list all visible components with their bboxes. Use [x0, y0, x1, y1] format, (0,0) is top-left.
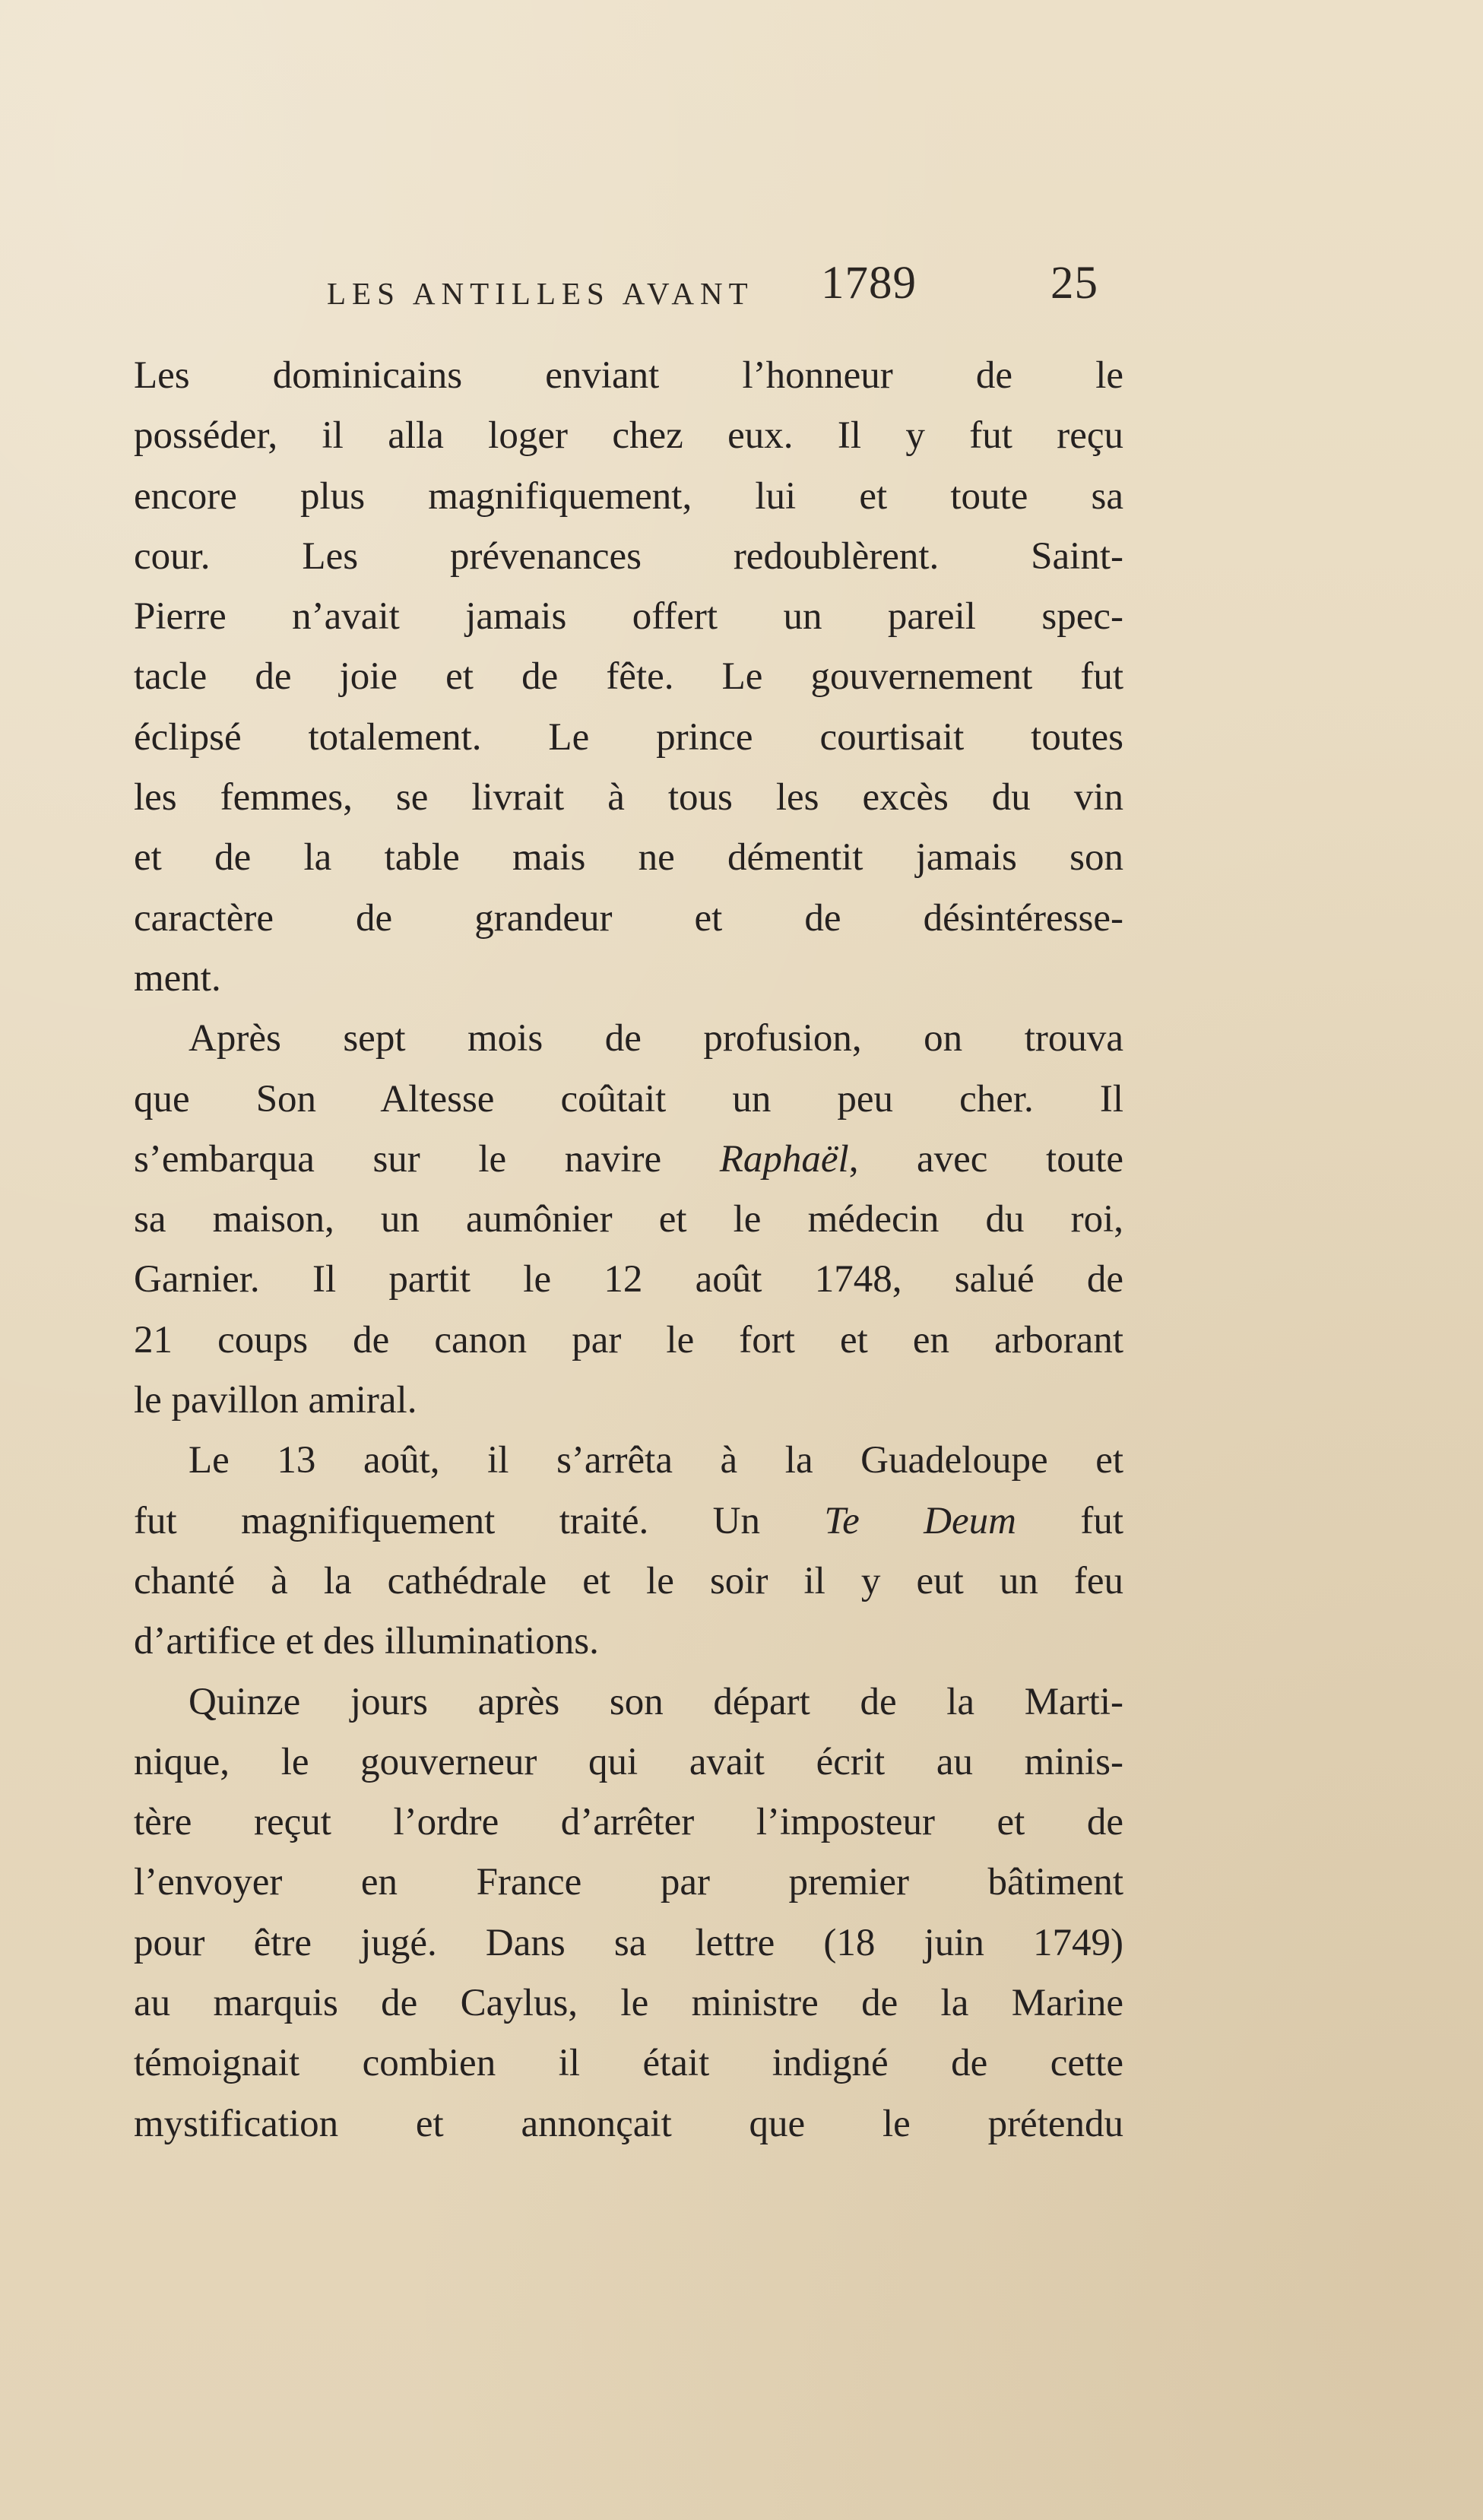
- text-line: [134, 889, 1123, 949]
- text-line: [134, 949, 1123, 1009]
- text-segment: ment.: [134, 956, 221, 1000]
- text-line: [134, 1913, 1123, 1973]
- text-segment: 21 coups de canon par le fort et en arborant: [134, 1318, 1123, 1361]
- text-line: [134, 1250, 1123, 1310]
- text-segment: Pierre n’avait jamais offert un pareil spec-: [134, 595, 1123, 639]
- text-line: [134, 647, 1123, 707]
- text-segment: nique, le gouverneur qui avait écrit au minis-: [134, 1740, 1123, 1783]
- text-segment: tère reçut l’ordre d’arrêter l’imposteur et de: [134, 1801, 1123, 1844]
- text-line: [134, 1853, 1123, 1913]
- text-segment: Après sept mois de profusion, on trouva: [189, 1017, 1123, 1060]
- text-segment: éclipsé totalement. Le prince courtisait toutes: [134, 715, 1123, 759]
- text-segment: tacle de joie et de fête. Le gouvernement fut: [134, 655, 1123, 699]
- text-segment: Le 13 août, il s’arrêta à la Guadeloupe et: [189, 1439, 1123, 1482]
- text-line: [134, 1491, 1123, 1552]
- text-line: [134, 828, 1123, 888]
- text-segment: et de la table mais ne démentit jamais son: [134, 836, 1123, 880]
- text-line: [134, 346, 1123, 406]
- text-segment: pour être jugé. Dans sa lettre (18 juin 1749): [134, 1921, 1123, 1964]
- text-segment: Quinze jours après son départ de la Marti-: [189, 1680, 1123, 1723]
- text-segment: s’embarqua sur le navire: [134, 1137, 720, 1181]
- text-segment: mystification et annonçait que le prétendu: [134, 2102, 1123, 2145]
- text-segment: caractère de grandeur et de désintéresse-: [134, 896, 1123, 940]
- text-segment: d’artifice et des illuminations.: [134, 1620, 599, 1663]
- text-segment: , avec toute: [848, 1137, 1123, 1181]
- running-head: [327, 257, 1098, 325]
- text-line: [134, 1552, 1123, 1612]
- text-line: [134, 1973, 1123, 2033]
- text-segment: fut magnifiquement traité. Un: [134, 1499, 825, 1542]
- text-segment: encore plus magnifiquement, lui et toute sa: [134, 474, 1123, 518]
- text-segment: l’envoyer en France par premier bâtiment: [134, 1861, 1123, 1904]
- text-segment: le pavillon amiral.: [134, 1379, 417, 1422]
- text-segment: que Son Altesse coûtait un peu cher. Il: [134, 1077, 1123, 1121]
- text-segment: chanté à la cathédrale et le soir il y eut un feu: [134, 1559, 1123, 1602]
- text-line: [134, 1190, 1123, 1250]
- text-line: [134, 1431, 1123, 1491]
- text-segment: au marquis de Caylus, le ministre de la Marine: [134, 1982, 1123, 2025]
- text-line: [134, 1070, 1123, 1130]
- text-segment: cour. Les prévenances redoublèrent. Saint-: [134, 534, 1123, 578]
- text-line: [134, 1371, 1123, 1431]
- text-line: [134, 467, 1123, 527]
- text-segment: les femmes, se livrait à tous les excès du vin: [134, 776, 1123, 819]
- text-line: [134, 1793, 1123, 1853]
- running-year: 1789: [821, 258, 917, 309]
- body-text: [134, 346, 1123, 2154]
- text-segment: sa maison, un aumônier et le médecin du roi,: [134, 1198, 1123, 1241]
- text-segment: fut: [1016, 1499, 1123, 1542]
- text-line: [134, 1732, 1123, 1793]
- text-line: [134, 2094, 1123, 2154]
- text-segment: témoignait combien il était indigné de cette: [134, 2042, 1123, 2085]
- page-number: 25: [1050, 258, 1098, 309]
- text-line: [134, 2033, 1123, 2094]
- text-segment: Les dominicains enviant l’honneur de le: [134, 354, 1123, 397]
- te-deum: Te Deum: [824, 1499, 1016, 1542]
- text-line: [134, 587, 1123, 647]
- text-segment: Garnier. Il partit le 12 août 1748, salué de: [134, 1258, 1123, 1301]
- ship-name: Raphaël: [719, 1137, 849, 1181]
- text-line: [134, 768, 1123, 828]
- text-line: [134, 1130, 1123, 1190]
- running-title: LES ANTILLES AVANT: [327, 276, 754, 311]
- text-line: [134, 527, 1123, 587]
- text-line: [134, 1009, 1123, 1069]
- text-line: [134, 1311, 1123, 1371]
- text-line: [134, 406, 1123, 466]
- text-segment: posséder, il alla loger chez eux. Il y fut reçu: [134, 414, 1123, 458]
- text-line: [134, 708, 1123, 768]
- text-line: [134, 1672, 1123, 1732]
- text-line: [134, 1612, 1123, 1672]
